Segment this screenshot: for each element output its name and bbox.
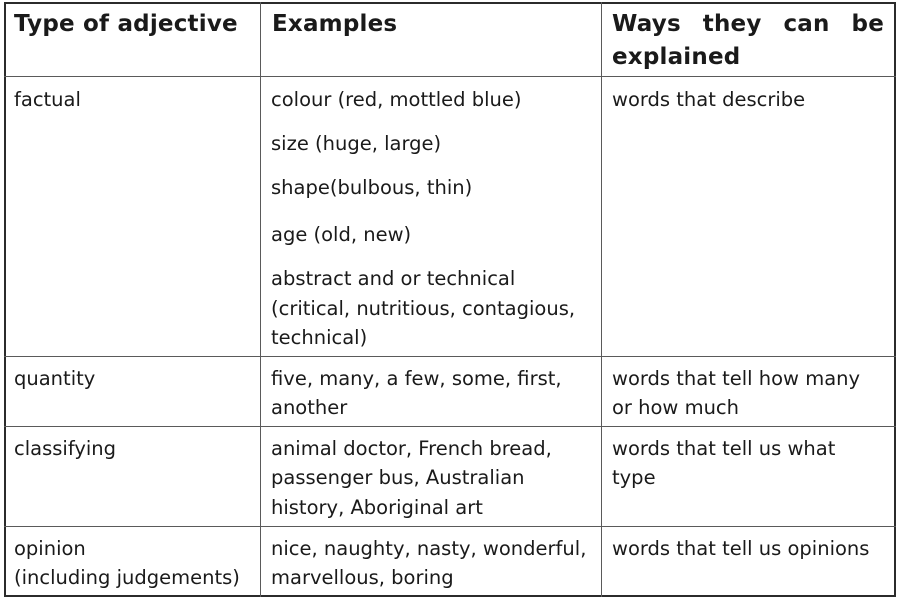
row-factual-example-3: shape(bulbous, thin): [271, 176, 473, 199]
row-quantity-type: quantity: [14, 367, 96, 390]
row-divider-3: [4, 526, 896, 527]
header-divider: [4, 76, 896, 77]
row-factual-example-1: colour (red, mottled blue): [271, 88, 522, 111]
row-factual-example-4: age (old, new): [271, 223, 412, 246]
header-ways-line-1: Ways they can be: [612, 11, 884, 37]
row-opinion-example-1: nice, naughty, nasty, wonderful,: [271, 537, 587, 560]
column-divider-1: [260, 2, 261, 597]
row-quantity-ways-2: or how much: [612, 396, 740, 419]
row-quantity-example-2: another: [271, 396, 348, 419]
row-factual-ways: words that describe: [612, 88, 806, 111]
header-type-of-adjective: Type of adjective: [14, 11, 238, 37]
row-factual-example-5: abstract and or technical: [271, 267, 516, 290]
row-opinion-ways: words that tell us opinions: [612, 537, 870, 560]
row-opinion-example-2: marvellous, boring: [271, 566, 454, 589]
row-factual-example-2: size (huge, large): [271, 132, 442, 155]
row-classifying-example-1: animal doctor, French bread,: [271, 437, 552, 460]
row-classifying-ways-1: words that tell us what: [612, 437, 836, 460]
row-opinion-type-2: (including judgements): [14, 566, 240, 589]
row-opinion-type-1: opinion: [14, 537, 86, 560]
row-classifying-ways-2: type: [612, 466, 656, 489]
row-classifying-example-3: history, Aboriginal art: [271, 496, 483, 519]
header-examples: Examples: [272, 11, 398, 37]
row-divider-1: [4, 356, 896, 357]
row-quantity-ways-1: words that tell how many: [612, 367, 861, 390]
row-classifying-type: classifying: [14, 437, 117, 460]
row-factual-example-6: (critical, nutritious, contagious,: [271, 297, 576, 320]
column-divider-2: [601, 2, 602, 597]
row-classifying-example-2: passenger bus, Australian: [271, 466, 525, 489]
row-factual-type: factual: [14, 88, 81, 111]
row-quantity-example-1: five, many, a few, some, first,: [271, 367, 562, 390]
row-divider-2: [4, 426, 896, 427]
header-ways-line-2: explained: [612, 44, 741, 70]
row-factual-example-7: technical): [271, 326, 368, 349]
